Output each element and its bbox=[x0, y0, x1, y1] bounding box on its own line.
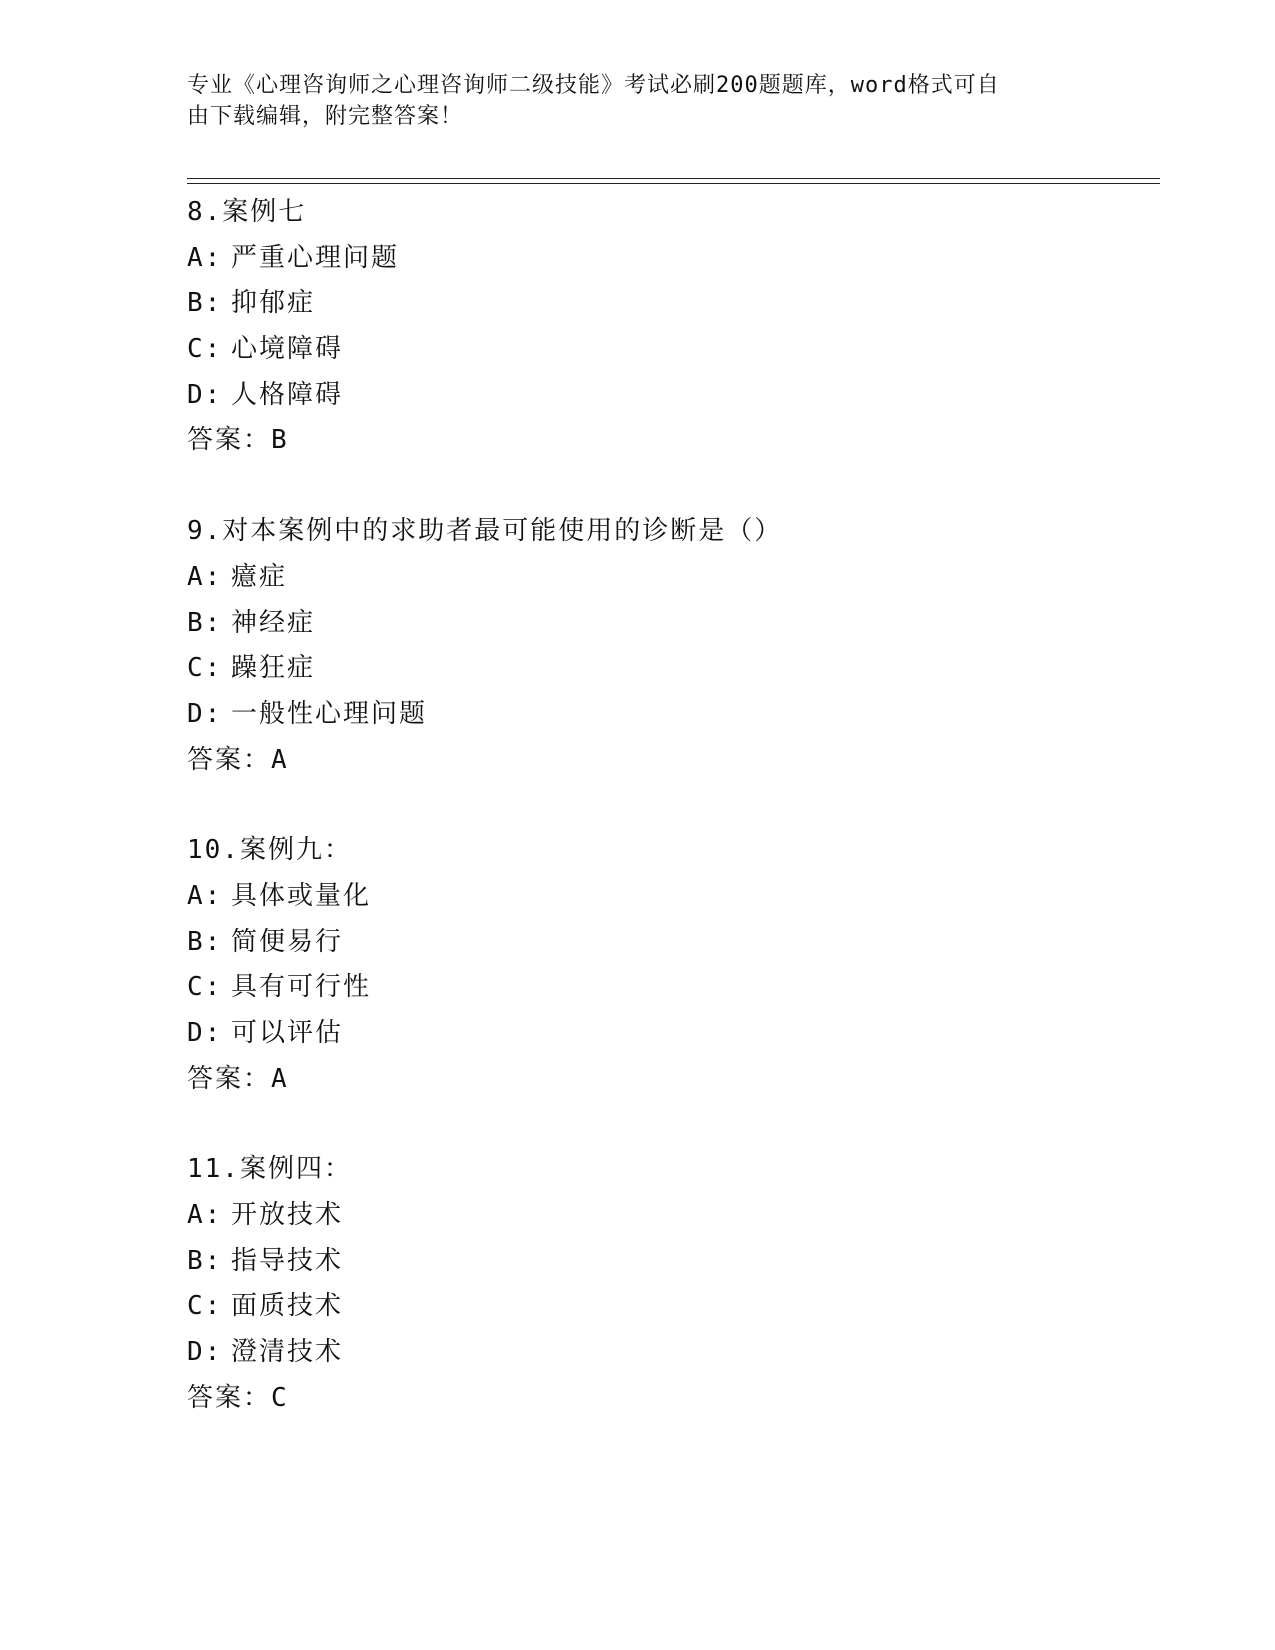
option-a bbox=[187, 1193, 1137, 1239]
option-c bbox=[187, 327, 1137, 373]
option-label: C: bbox=[187, 334, 223, 365]
question-list bbox=[187, 190, 1137, 1467]
option-text: 抑郁症 bbox=[231, 288, 316, 319]
answer-label: 答案： bbox=[187, 1382, 272, 1413]
answer-line bbox=[187, 418, 1137, 464]
option-d bbox=[187, 373, 1137, 419]
option-text: 可以评估 bbox=[231, 1018, 344, 1048]
option-d bbox=[187, 692, 1137, 738]
option-label: A: bbox=[187, 880, 223, 911]
option-text: 具体或量化 bbox=[231, 880, 372, 911]
option-text: 面质技术 bbox=[231, 1291, 344, 1322]
answer-value: C bbox=[271, 1382, 289, 1413]
option-c bbox=[187, 965, 1137, 1011]
option-label: C: bbox=[187, 653, 223, 684]
option-d bbox=[187, 1330, 1137, 1376]
option-text: 神经症 bbox=[231, 607, 316, 638]
header-line-2: 由下载编辑，附完整答案！ bbox=[187, 104, 464, 129]
answer-line bbox=[187, 1057, 1137, 1103]
question-8 bbox=[187, 190, 1137, 464]
header-line-1: 专业《心理咨询师之心理咨询师二级技能》考试必刷200题题库，word格式可自 bbox=[187, 73, 1000, 98]
answer-line bbox=[187, 738, 1137, 784]
option-label: D: bbox=[187, 698, 223, 729]
header-divider-bottom bbox=[187, 183, 1160, 184]
option-b bbox=[187, 601, 1137, 647]
option-a bbox=[187, 874, 1137, 920]
question-stem: 11.案例四： bbox=[187, 1154, 352, 1185]
header-divider-top bbox=[187, 178, 1160, 179]
answer-value: B bbox=[271, 425, 289, 456]
option-label: B: bbox=[187, 1245, 223, 1276]
option-label: C: bbox=[187, 1291, 223, 1322]
option-text: 指导技术 bbox=[231, 1245, 344, 1276]
answer-value: A bbox=[271, 744, 289, 775]
question-stem: 9.对本案例中的求助者最可能使用的诊断是（） bbox=[187, 516, 783, 547]
option-label: D: bbox=[187, 1018, 223, 1048]
option-label: A: bbox=[187, 561, 223, 592]
option-text: 躁狂症 bbox=[231, 653, 316, 684]
option-label: D: bbox=[187, 1337, 223, 1368]
option-a bbox=[187, 555, 1137, 601]
option-label: B: bbox=[187, 926, 223, 957]
option-b bbox=[187, 1239, 1137, 1285]
option-text: 一般性心理问题 bbox=[231, 698, 428, 729]
option-c bbox=[187, 1284, 1137, 1330]
option-b bbox=[187, 920, 1137, 966]
option-label: A: bbox=[187, 242, 223, 273]
option-text: 心境障碍 bbox=[231, 334, 344, 365]
option-text: 简便易行 bbox=[231, 926, 344, 957]
option-b bbox=[187, 281, 1137, 327]
answer-label: 答案： bbox=[187, 425, 272, 456]
answer-line bbox=[187, 1376, 1137, 1422]
option-label: B: bbox=[187, 607, 223, 638]
question-9 bbox=[187, 509, 1137, 783]
answer-label: 答案： bbox=[187, 744, 272, 775]
option-text: 澄清技术 bbox=[231, 1337, 344, 1368]
option-a bbox=[187, 236, 1137, 282]
option-label: C: bbox=[187, 972, 223, 1003]
question-11 bbox=[187, 1147, 1137, 1421]
question-stem: 8.案例七 bbox=[187, 197, 307, 227]
option-d bbox=[187, 1011, 1137, 1057]
option-text: 具有可行性 bbox=[231, 972, 372, 1003]
question-10 bbox=[187, 828, 1137, 1102]
option-label: D: bbox=[187, 379, 223, 410]
option-label: A: bbox=[187, 1200, 223, 1231]
question-stem: 10.案例九： bbox=[187, 835, 352, 866]
option-c bbox=[187, 646, 1137, 692]
option-text: 严重心理问题 bbox=[231, 242, 400, 273]
option-label: B: bbox=[187, 288, 223, 319]
answer-label: 答案： bbox=[187, 1063, 272, 1094]
option-text: 癔症 bbox=[231, 561, 288, 592]
document-header bbox=[187, 70, 1067, 132]
option-text: 开放技术 bbox=[231, 1200, 344, 1231]
option-text: 人格障碍 bbox=[231, 379, 344, 410]
answer-value: A bbox=[271, 1063, 289, 1094]
